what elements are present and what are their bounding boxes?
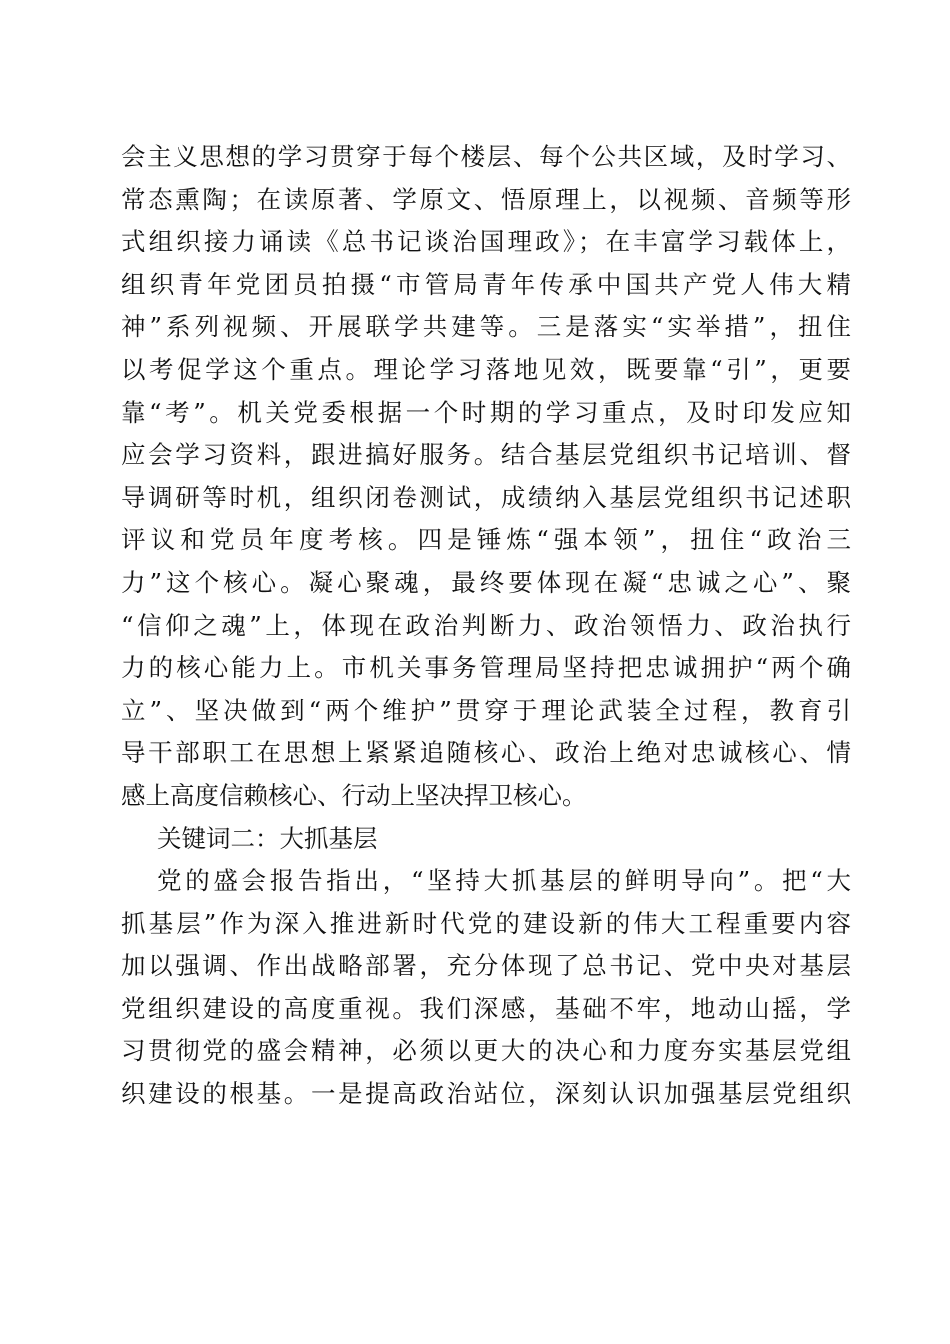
text-line: 导干部职工在思想上紧紧追随核心、政治上绝对忠诚核心、情: [121, 738, 851, 768]
text-line: 党的盛会报告指出，“坚持大抓基层的鲜明导向”。把“大: [157, 866, 851, 896]
text-line: 抓基层”作为深入推进新时代党的建设新的伟大工程重要内容: [121, 908, 851, 938]
text-line: “信仰之魂”上，体现在政治判断力、政治领悟力、政治执行: [121, 610, 851, 640]
text-line: 力”这个核心。凝心聚魂，最终要体现在凝“忠诚之心”、聚: [121, 567, 851, 597]
text-line: 导调研等时机，组织闭卷测试，成绩纳入基层党组织书记述职: [121, 482, 851, 512]
text-line: 习贯彻党的盛会精神，必须以更大的决心和力度夯实基层党组: [121, 1036, 851, 1066]
text-line: 感上高度信赖核心、行动上坚决捍卫核心。: [121, 780, 587, 810]
text-line: 党组织建设的高度重视。我们深感，基础不牢，地动山摇，学: [121, 993, 851, 1023]
text-line: 应会学习资料，跟进搞好服务。结合基层党组织书记培训、督: [121, 440, 851, 470]
text-line: 评议和党员年度考核。四是锤炼“强本领”，扭住“政治三: [121, 525, 851, 555]
text-line: 靠“考”。机关党委根据一个时期的学习重点，及时印发应知: [121, 397, 851, 427]
text-line: 组织青年党团员拍摄“市管局青年传承中国共产党人伟大精: [121, 269, 851, 299]
text-line: 力的核心能力上。市机关事务管理局坚持把忠诚拥护“两个确: [121, 653, 851, 683]
text-line: 式组织接力诵读《总书记谈治国理政》；在丰富学习载体上，: [121, 227, 851, 257]
text-line: 立”、坚决做到“两个维护”贯穿于理论武装全过程，教育引: [121, 695, 851, 725]
text-line: 以考促学这个重点。理论学习落地见效，既要靠“引”，更要: [121, 354, 851, 384]
text-line: 常态熏陶；在读原著、学原文、悟原理上，以视频、音频等形: [121, 184, 851, 214]
text-line: 会主义思想的学习贯穿于每个楼层、每个公共区域，及时学习、: [121, 142, 851, 171]
body-text: [121, 136, 851, 1116]
text-line: 织建设的根基。一是提高政治站位，深刻认识加强基层党组织: [121, 1079, 851, 1109]
text-line: 加以强调、作出战略部署，充分体现了总书记、党中央对基层: [121, 951, 851, 981]
text-line: 神”系列视频、开展联学共建等。三是落实“实举措”，扭住: [121, 312, 851, 342]
section-heading: 关键词二：大抓基层: [157, 823, 378, 853]
